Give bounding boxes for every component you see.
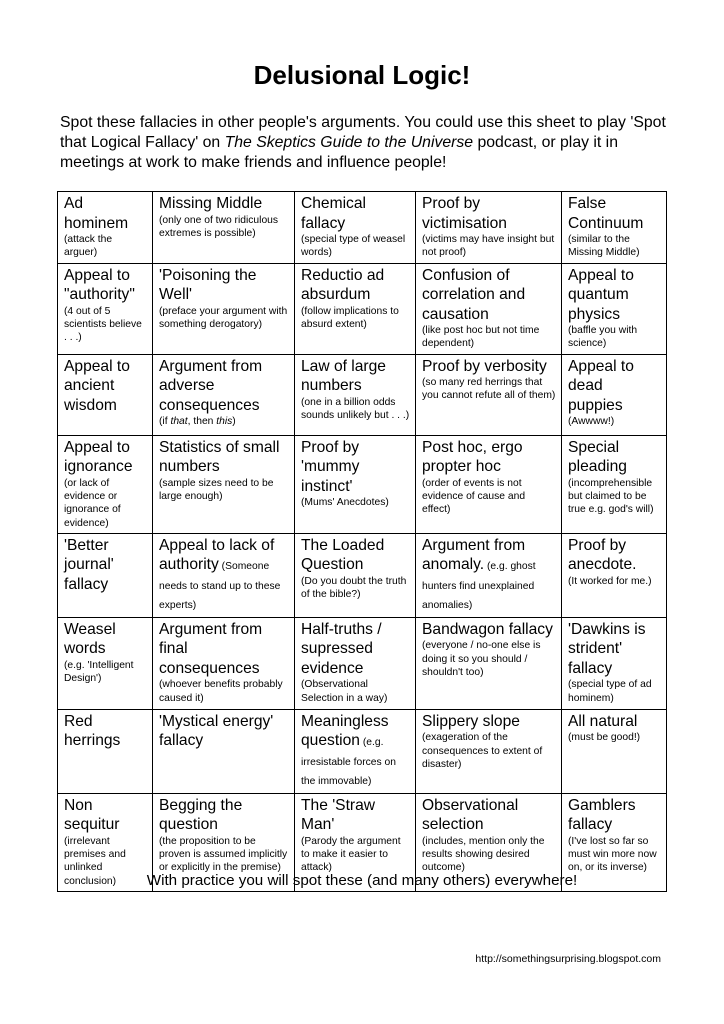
intro-text-2: podcast, or play it in meetings at work to make friends and influence people! xyxy=(60,134,618,171)
fallacy-cell xyxy=(416,192,562,264)
fallacy-name: Argument from adverse consequences xyxy=(159,357,263,414)
page-title: Delusional Logic! xyxy=(253,60,471,90)
fallacy-cell xyxy=(562,263,667,354)
note-text: (if xyxy=(159,416,171,428)
note-text: , then xyxy=(187,416,217,428)
fallacy-name: Weasel words xyxy=(64,620,116,658)
fallacy-cell xyxy=(153,617,295,709)
fallacy-cell xyxy=(153,533,295,617)
fallacy-name: 'Mystical energy' fallacy xyxy=(159,712,274,750)
fallacy-cell xyxy=(562,709,667,793)
fallacy-name: Proof by anecdote. xyxy=(568,536,637,574)
table-row xyxy=(58,435,667,533)
fallacy-name: Appeal to dead puppies xyxy=(568,357,634,414)
fallacy-cell xyxy=(58,617,153,709)
fallacy-note: (e.g. ghost hunters find unexplained anomalies) xyxy=(422,561,536,612)
fallacy-name: All natural xyxy=(568,712,638,730)
fallacy-note xyxy=(159,415,289,428)
fallacy-note: (so many red herrings that you cannot refute all of them) xyxy=(422,377,556,402)
fallacy-note: (preface your argument with something derogatory) xyxy=(159,305,288,330)
fallacy-cell xyxy=(295,533,416,617)
fallacy-note: (exageration of the consequences to extent of disaster) xyxy=(422,732,543,770)
footer-url: http://somethingsurprising.blogspot.com xyxy=(475,953,661,965)
fallacy-cell xyxy=(58,709,153,793)
fallacy-name-with-note xyxy=(159,536,289,614)
fallacy-cell xyxy=(153,354,295,435)
fallacy-cell xyxy=(562,617,667,709)
table-row xyxy=(58,263,667,354)
fallacy-note: (everyone / no-one else is doing it so you should / shouldn't too) xyxy=(422,640,541,678)
fallacy-name: Observational selection xyxy=(422,796,519,834)
fallacy-name: Gamblers fallacy xyxy=(568,796,636,834)
fallacy-note: (one in a billion odds sounds unlikely but . . .) xyxy=(301,396,410,421)
fallacy-note: (includes, mention only the results showing desired outcome) xyxy=(422,835,545,874)
fallacy-cell xyxy=(153,435,295,533)
fallacy-note: (only one of two ridiculous extremes is possible) xyxy=(159,214,279,239)
note-text: ) xyxy=(232,416,236,428)
fallacy-name: Proof by verbosity xyxy=(422,357,547,375)
intro-book-title: The Skeptics Guide to the Universe xyxy=(224,134,474,151)
fallacy-name-with-note xyxy=(422,536,556,614)
fallacy-name: 'Dawkins is strident' fallacy xyxy=(568,620,646,677)
fallacy-name: Meaningless question xyxy=(301,712,389,750)
fallacy-name: Appeal to lack of authority xyxy=(159,536,275,574)
fallacy-name: Bandwagon fallacy xyxy=(422,620,553,638)
fallacy-cell xyxy=(295,435,416,533)
fallacy-cell xyxy=(562,354,667,435)
fallacy-note: (special type of ad hominem) xyxy=(568,679,652,704)
fallacy-name: Ad hominem xyxy=(64,195,129,232)
fallacy-cell xyxy=(416,709,562,793)
fallacy-note: (like post hoc but not time dependent) xyxy=(422,325,540,350)
fallacy-note: (e.g. 'Intelligent Design') xyxy=(64,659,134,685)
fallacy-name: Half-truths / supressed evidence xyxy=(301,620,382,677)
closing-line: With practice you will spot these (and many others) everywhere! xyxy=(146,872,578,889)
fallacy-name: Proof by 'mummy instinct' xyxy=(301,438,360,495)
fallacy-note: (incomprehensible but claimed to be true e.g. god's will) xyxy=(568,477,654,516)
intro-paragraph xyxy=(60,113,670,173)
fallacy-cell xyxy=(416,435,562,533)
fallacy-note: (the proposition to be proven is assumed implicitly or explicitly in the premise) xyxy=(159,835,288,874)
fallacy-note: (I've lost so far so must win more now on, or its inverse) xyxy=(568,835,657,874)
fallacy-name: Missing Middle xyxy=(159,195,263,212)
fallacy-note: (similar to the Missing Middle) xyxy=(568,234,640,259)
fallacy-cell xyxy=(562,192,667,264)
fallacy-name: Special pleading xyxy=(568,438,627,476)
fallacy-table xyxy=(57,191,667,892)
table-row xyxy=(58,533,667,617)
fallacy-name: Post hoc, ergo propter hoc xyxy=(422,438,523,476)
fallacy-cell xyxy=(58,354,153,435)
fallacy-name: Law of large numbers xyxy=(301,357,386,395)
fallacy-cell xyxy=(416,617,562,709)
fallacy-note: (or lack of evidence or ignorance of evidence) xyxy=(64,477,121,529)
fallacy-name: Non sequitur xyxy=(64,796,120,834)
fallacy-note: (It worked for me.) xyxy=(568,575,652,587)
fallacy-name: Reductio ad absurdum xyxy=(301,266,385,304)
fallacy-cell xyxy=(153,709,295,793)
fallacy-cell xyxy=(295,354,416,435)
fallacy-cell xyxy=(295,617,416,709)
fallacy-cell xyxy=(153,263,295,354)
fallacy-name: Appeal to ancient wisdom xyxy=(64,357,130,414)
fallacy-note: (Mums' Anecdotes) xyxy=(301,497,389,509)
fallacy-name: Appeal to "authority" xyxy=(64,266,135,304)
fallacy-name: Argument from final consequences xyxy=(159,620,263,677)
table-row xyxy=(58,617,667,709)
fallacy-note: (e.g. irresistable forces on the immovable) xyxy=(301,737,396,788)
fallacy-cell xyxy=(416,263,562,354)
fallacy-name: Begging the question xyxy=(159,796,243,834)
fallacy-name: Argument from anomaly. xyxy=(422,536,526,574)
fallacy-cell xyxy=(416,354,562,435)
fallacy-note: (order of events is not evidence of cause and effect) xyxy=(422,477,526,516)
table-row xyxy=(58,709,667,793)
fallacy-note: (Do you doubt the truth of the bible?) xyxy=(301,575,407,601)
fallacy-note: (special type of weasel words) xyxy=(301,234,406,259)
fallacy-note: (Awwww!) xyxy=(568,416,615,428)
fallacy-name: Chemical fallacy xyxy=(301,195,366,232)
fallacy-note: (Observational Selection in a way) xyxy=(301,679,388,704)
fallacy-name: False Continuum xyxy=(568,195,644,232)
table-row xyxy=(58,192,667,264)
note-emphasis: that xyxy=(170,416,188,428)
fallacy-note: (attack the arguer) xyxy=(64,234,113,259)
fallacy-cell xyxy=(58,263,153,354)
fallacy-note: (whoever benefits probably caused it) xyxy=(159,679,283,704)
fallacy-name: The 'Straw Man' xyxy=(301,796,376,834)
fallacy-name: Red herrings xyxy=(64,712,121,750)
fallacy-name-with-note xyxy=(301,712,410,790)
intro-text-1: Spot these fallacies in other people's arguments. You could use this sheet to play 'Spot that Logical Fallacy' on xyxy=(60,114,666,151)
fallacy-note: (Parody the argument to make it easier to attack) xyxy=(301,835,401,874)
fallacy-name: 'Poisoning the Well' xyxy=(159,266,257,304)
fallacy-note: (follow implications to absurd extent) xyxy=(301,305,399,330)
fallacy-name: Proof by victimisation xyxy=(422,195,507,232)
note-emphasis: this xyxy=(216,416,233,428)
fallacy-cell xyxy=(416,533,562,617)
fallacy-name: Statistics of small numbers xyxy=(159,438,280,476)
fallacy-cell xyxy=(295,709,416,793)
fallacy-name: 'Better journal' fallacy xyxy=(64,536,114,593)
fallacy-note: (4 out of 5 scientists believe . . .) xyxy=(64,305,142,344)
fallacy-note: (irrelevant premises and unlinked conclusion) xyxy=(64,835,126,887)
fallacy-name: The Loaded Question xyxy=(301,536,385,574)
fallacy-note: (sample sizes need to be large enough) xyxy=(159,477,274,502)
fallacy-cell xyxy=(562,533,667,617)
fallacy-cell xyxy=(562,435,667,533)
fallacy-name: Slippery slope xyxy=(422,712,520,730)
fallacy-name: Appeal to ignorance xyxy=(64,438,133,476)
fallacy-note: (victims may have insight but not proof) xyxy=(422,234,555,259)
fallacy-cell xyxy=(153,192,295,264)
fallacy-cell xyxy=(58,533,153,617)
fallacy-cell xyxy=(295,192,416,264)
fallacy-note: (baffle you with science) xyxy=(568,325,638,350)
fallacy-name: Confusion of correlation and causation xyxy=(422,266,526,323)
fallacy-name: Appeal to quantum physics xyxy=(568,266,634,323)
fallacy-note: (must be good!) xyxy=(568,732,641,744)
fallacy-cell xyxy=(58,192,153,264)
fallacy-note: (Someone needs to stand up to these experts) xyxy=(159,561,281,612)
fallacy-cell xyxy=(58,435,153,533)
table-row xyxy=(58,354,667,435)
fallacy-cell xyxy=(295,263,416,354)
